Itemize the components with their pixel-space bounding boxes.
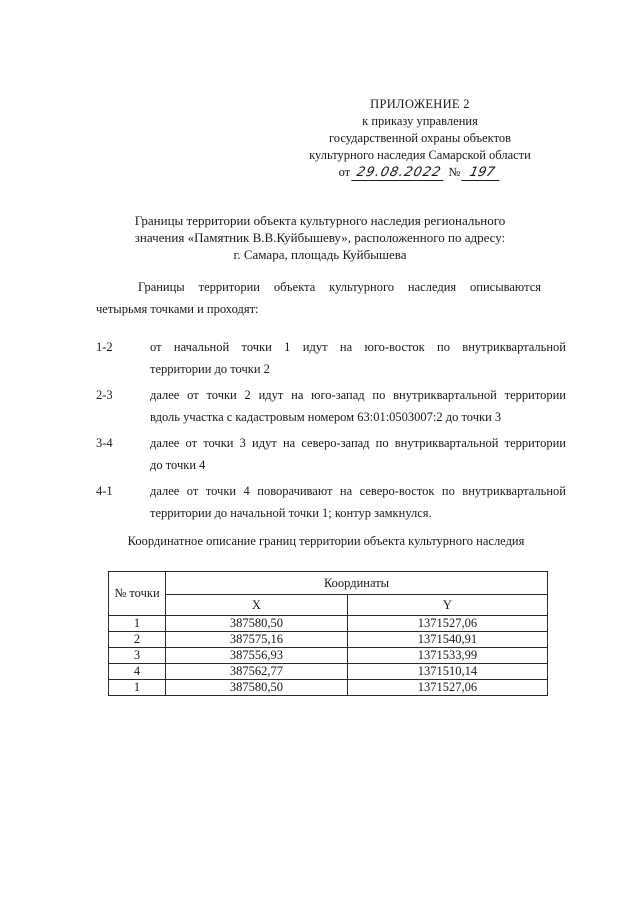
- segment-text: [150, 336, 566, 380]
- intro-line-2: четырьмя точками и проходят:: [96, 302, 259, 316]
- title-line-2: значения «Памятник В.В.Куйбышеву», расположенного по адресу:: [134, 230, 506, 245]
- handwritten-number: 197: [462, 165, 503, 181]
- segment-text-line: территории до точки 2: [150, 362, 270, 376]
- segment-item: [96, 480, 566, 524]
- coord-x: 387575,16: [166, 632, 348, 648]
- point-number: 1: [109, 680, 166, 696]
- segment-text: [150, 432, 566, 476]
- column-header-point: № точки: [109, 572, 166, 616]
- handwritten-date: 29.08.2022: [352, 165, 447, 181]
- segment-code: 3-4: [96, 436, 113, 450]
- table-caption: Координатное описание границ территории объекта культурного наследия: [127, 534, 525, 548]
- appendix-title: ПРИЛОЖЕНИЕ 2: [370, 97, 470, 111]
- table-row: [109, 680, 548, 696]
- appendix-line-2: государственной охраны объектов: [328, 131, 512, 145]
- point-number: 1: [109, 616, 166, 632]
- segment-item: [96, 384, 566, 428]
- column-header-coordinates: Координаты: [166, 572, 548, 595]
- appendix-line-1: к приказу управления: [362, 114, 478, 128]
- coord-y: 1371533,99: [347, 648, 547, 664]
- boundary-segments: [96, 336, 566, 528]
- coord-y: 1371510,14: [347, 664, 547, 680]
- segment-code: 2-3: [96, 388, 113, 402]
- coord-x: 387580,50: [166, 680, 348, 696]
- segment-text: [150, 480, 566, 524]
- document-title: [100, 212, 540, 263]
- intro-paragraph: [96, 276, 541, 320]
- segment-text-line: далее от точки 2 идут на юго-запад по внутриквартальной территории: [150, 388, 566, 402]
- segment-item: [96, 432, 566, 476]
- table-row: [109, 616, 548, 632]
- coord-x: 387556,93: [166, 648, 348, 664]
- table-row: [109, 632, 548, 648]
- segment-text-line: далее от точки 3 идут на северо-запад по внутриквартальной территории: [150, 436, 566, 450]
- segment-text-line: от начальной точки 1 идут на юго-восток по внутриквартальной: [150, 340, 566, 354]
- segment-code: 4-1: [96, 484, 113, 498]
- segment-text-line: далее от точки 4 поворачивают на северо-восток по внутриквартальной: [150, 484, 566, 498]
- coord-x: 387580,50: [166, 616, 348, 632]
- date-prefix: от: [338, 165, 351, 179]
- coord-y: 1371527,06: [347, 616, 547, 632]
- coord-x: 387562,77: [166, 664, 348, 680]
- appendix-header: [280, 96, 560, 181]
- number-prefix: №: [448, 165, 461, 179]
- intro-line-1: Границы территории объекта культурного наследия описываются: [138, 280, 541, 294]
- title-line-3: г. Самара, площадь Куйбышева: [233, 247, 407, 262]
- point-number: 4: [109, 664, 166, 680]
- coord-y: 1371527,06: [347, 680, 547, 696]
- column-header-x: X: [166, 595, 348, 616]
- segment-text-line: вдоль участка с кадастровым номером 63:01:0503007:2 до точки 3: [150, 410, 502, 424]
- title-line-1: Границы территории объекта культурного наследия регионального: [134, 213, 506, 228]
- segment-text: [150, 384, 566, 428]
- appendix-line-3: культурного наследия Самарской области: [309, 148, 531, 162]
- segment-code: 1-2: [96, 340, 113, 354]
- coordinates-table: [108, 571, 548, 696]
- segment-item: [96, 336, 566, 380]
- table-row: [109, 648, 548, 664]
- segment-text-line: территории до начальной точки 1; контур замкнулся.: [150, 506, 432, 520]
- coord-y: 1371540,91: [347, 632, 547, 648]
- column-header-y: Y: [347, 595, 547, 616]
- segment-text-line: до точки 4: [150, 458, 206, 472]
- point-number: 2: [109, 632, 166, 648]
- point-number: 3: [109, 648, 166, 664]
- table-row: [109, 664, 548, 680]
- order-date-line: [339, 164, 502, 181]
